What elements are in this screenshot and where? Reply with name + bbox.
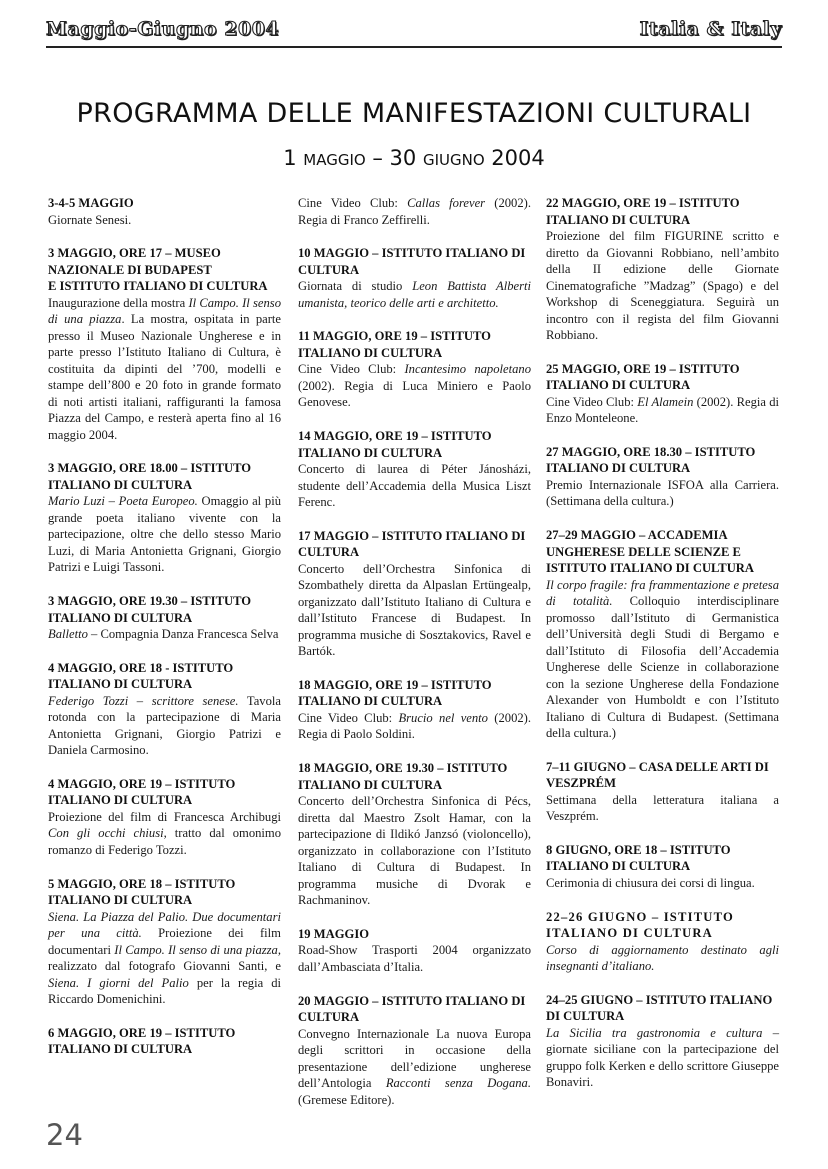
italic-title-text: Balletto: [48, 627, 88, 642]
description-text: Giornate Senesi.: [48, 212, 132, 227]
description-text: Proiezione del film FIGURINE scritto e diretto da Giovanni Robbiano, nell’ambito della II edizione delle Giornate Cinematografiche ”Madzag” (Spago) e del Workshop di Sceneggiatura. Seguirà un incontro con il regista del film Giovanni Robbiano.: [546, 229, 779, 342]
event-heading: 3 MAGGIO, ORE 18.00 – ISTITUTO ITALIANO DI CULTURA: [48, 461, 252, 492]
event-entry: [546, 759, 779, 825]
event-entry: [546, 195, 779, 344]
event-heading: 5 MAGGIO, ORE 18 – ISTITUTO ITALIANO DI CULTURA: [48, 876, 236, 908]
event-heading: 18 MAGGIO, ORE 19.30 – ISTITUTO ITALIANO DI CULTURA: [298, 761, 508, 792]
event-entry: [546, 527, 779, 742]
event-description: [546, 792, 779, 825]
header-issue-date: Maggio-Giugno 2004: [46, 18, 280, 40]
event-description: [298, 561, 531, 660]
event-description: [298, 793, 531, 909]
description-text: Concerto dell’Orchestra Sinfonica di Pécs, diretta dal Maestro Zsolt Hamar, con la partecipazione di Ildikó Janzsó (violoncello), organizzato in collaborazione con l’Istituto Italiano di Cultura di Budapest. In programma musiche di Dvorak e Rachmaninov.: [298, 794, 531, 908]
description-text: . La mostra, ospitata in parte presso il Museo Nazionale Ungherese e in parte presso l’Istituto Italiano di Cultura, è costituita da dipinti del ’700, modelli e stampe dell’800 e 20 foto in grande formato di noti artisti italiani, raffiguranti la famosa Piazza del Campo, e resterà aperta fino al 16 maggio 2004.: [48, 312, 281, 442]
event-entry: [48, 195, 281, 228]
description-text: (Gremese Editore).: [298, 1092, 395, 1107]
event-description: [298, 195, 531, 228]
description-text: Giornata di studio: [298, 279, 413, 294]
description-text: Cine Video Club:: [546, 394, 638, 409]
event-entry: [546, 842, 779, 892]
event-heading: 18 MAGGIO, ORE 19 – ISTITUTO ITALIANO DI CULTURA: [298, 677, 492, 709]
event-entry: [546, 992, 779, 1091]
event-entry: [48, 876, 281, 1008]
event-entry: [48, 776, 281, 859]
page-title: PROGRAMMA DELLE MANIFESTAZIONI CULTURALI: [76, 98, 752, 129]
description-text: per la regia di Riccardo Domenichini.: [48, 975, 282, 1007]
description-text: – giornate siciliane con la partecipazione del gruppo folk Kerken e dello scrittore Giuseppe Bonaviri.: [546, 1025, 779, 1090]
event-description: [298, 1026, 531, 1109]
event-heading: E ISTITUTO ITALIANO DI CULTURA: [48, 279, 268, 294]
event-entry: [48, 460, 281, 576]
event-description: [546, 875, 779, 892]
event-description: [48, 295, 281, 444]
event-heading: 4 MAGGIO, ORE 19 – ISTITUTO ITALIANO DI CULTURA: [48, 776, 236, 808]
italic-title-text: Siena. I giorni del Palio: [48, 975, 189, 990]
event-heading: 7–11 GIUGNO – CASA DELLE ARTI DI VESZPRÉM: [546, 759, 769, 791]
header-magazine-name: Italia & Italy: [639, 18, 782, 40]
event-description: [298, 361, 531, 411]
description-text: Settimana della letteratura italiana a Veszprém.: [546, 792, 779, 824]
event-entry: [48, 593, 281, 643]
description-text: Proiezione del film di Francesca Archibugi: [48, 809, 281, 824]
event-description: [546, 228, 779, 344]
event-heading: 3 MAGGIO, ORE 17 – MUSEO NAZIONALE DI BUDAPEST: [48, 246, 221, 277]
event-description: [298, 461, 531, 511]
description-text: Concerto dell’Orchestra Sinfonica di Szombathely diretta da Alpaslan Ertüngealp, organizzato dall’Istituto Italiano di Cultura e dall’Istituto Francese di Budapest. In programma musiche di Sosztakovics, Ravel e Bartók.: [298, 561, 531, 659]
event-entry: [298, 195, 531, 228]
event-heading: 14 MAGGIO, ORE 19 – ISTITUTO ITALIANO DI CULTURA: [298, 429, 492, 460]
description-text: Concerto di laurea di Péter Jánosházi, studente dell’Accademia della Musica Liszt Ferenc.: [298, 462, 531, 510]
event-description: [298, 278, 531, 311]
description-text: Cine Video Club:: [298, 710, 399, 725]
event-heading: 3 MAGGIO, ORE 19.30 – ISTITUTO ITALIANO DI CULTURA: [48, 594, 252, 625]
italic-title-text: Siena. La Piazza del Palio. Due documentari per una città.: [48, 909, 281, 941]
italic-title-text: Il corpo fragile: fra frammentazione e pretesa di totalità.: [546, 577, 779, 609]
italic-title-text: Mario Luzi – Poeta Europeo.: [48, 494, 198, 509]
event-description: [546, 577, 779, 742]
column-2: [298, 195, 531, 1125]
description-text: Cine Video Club:: [298, 362, 405, 377]
italic-title-text: Federigo Tozzi – scrittore senese.: [48, 693, 239, 708]
description-text: Tavola rotonda con la partecipazione di Maria Antonietta Grignani, Giorgio Patrizi e Daniela Carmosino.: [48, 693, 281, 758]
event-entry: [298, 528, 531, 660]
description-text: (2002). Regia di Enzo Monteleone.: [546, 394, 779, 426]
event-description: [298, 942, 531, 975]
italic-title-text: Incantesimo napoletano: [404, 362, 532, 377]
event-description: [546, 1025, 779, 1091]
event-heading: 19 MAGGIO: [298, 926, 370, 941]
event-entry: [48, 245, 281, 443]
description-text: (2002). Regia di Luca Miniero e Paolo Genovese.: [298, 378, 531, 410]
event-description: [48, 212, 281, 229]
event-heading: 22 MAGGIO, ORE 19 – ISTITUTO ITALIANO DI CULTURA: [546, 196, 740, 227]
description-text: Convegno Internazionale La nuova Europa degli scrittori in occasione della presentazione dell’edizione ungherese dell’Antologia: [298, 1026, 531, 1090]
event-description: [48, 493, 281, 576]
event-heading: 8 GIUGNO, ORE 18 – ISTITUTO ITALIANO DI CULTURA: [546, 842, 731, 874]
event-heading: 10 MAGGIO – ISTITUTO ITALIANO DI CULTURA: [298, 246, 526, 277]
event-description: [48, 809, 281, 859]
event-entry: [546, 361, 779, 427]
italic-title-text: Racconti senza Dogana.: [385, 1076, 531, 1090]
event-entry: [298, 677, 531, 743]
page-subtitle: 1 maggio – 30 giugno 2004: [283, 146, 545, 170]
italic-title-text: Leon Battista Alberti umanista, teorico delle arti e architetto.: [298, 279, 531, 310]
event-heading: 27 MAGGIO, ORE 18.30 – ISTITUTO ITALIANO DI CULTURA: [546, 444, 756, 476]
event-description: [48, 626, 281, 643]
description-text: realizzato dal fotografo Giovanni Santi, e: [48, 959, 281, 974]
event-description: [298, 710, 531, 743]
italic-title-text: El Alamein: [637, 394, 694, 409]
description-text: Omaggio al più grande poeta italiano vivente con la partecipazione, oltre che dello stesso Mario Luzi, di Maria Antonietta Grignani, Giorgio Patrizi e Luigi Tassoni.: [48, 494, 281, 575]
event-entry: [48, 1025, 281, 1058]
event-heading: 3-4-5 MAGGIO: [48, 196, 134, 210]
column-3: [546, 195, 779, 1108]
event-description: [48, 909, 281, 1008]
description-text: – Compagnia Danza Francesca Selva: [87, 627, 279, 642]
italic-title-text: Brucio nel vento: [398, 710, 488, 725]
description-text: (2002). Regia di Paolo Soldini.: [298, 710, 532, 742]
event-entry: [298, 993, 531, 1109]
italic-title-text: Con gli occhi chiusi,: [48, 826, 167, 841]
event-description: [546, 477, 779, 510]
event-entry: [298, 760, 531, 909]
event-entry: [298, 328, 531, 411]
italic-title-text: Il Campo. Il senso di una piazza: [48, 295, 281, 327]
event-heading: 22–26 GIUGNO – ISTITUTO ITALIANO DI CULTURA: [546, 909, 734, 941]
description-text: tratto dal omonimo romanzo di Federigo Tozzi.: [48, 826, 281, 857]
italic-title-text: Corso di aggiornamento destinato agli insegnanti d’italiano.: [546, 942, 779, 974]
event-entry: [298, 428, 531, 511]
event-entry: [298, 245, 531, 311]
event-heading: 11 MAGGIO, ORE 19 – ISTITUTO ITALIANO DI CULTURA: [298, 329, 491, 360]
italic-title-text: Callas forever: [407, 196, 486, 210]
description-text: Proiezione dei film documentari: [48, 926, 281, 957]
event-entry: [546, 909, 779, 975]
description-text: Road-Show Trasporti 2004 organizzato dall’Ambasciata d’Italia.: [298, 943, 531, 974]
description-text: Colloquio interdisciplinare promosso dall’Istituto di Germanistica dell’Università degli Studi di Bergamo e dall’Istituto di Filosofia dell’Accademia Ungherese delle Scienze in collaborazione con la sezione Ungherese della Fondazione Alexander von Humboldt e con l’Istituto Italiano di Cultura di Budapest. (Settimana della cultura.): [546, 594, 779, 741]
event-heading: 20 MAGGIO – ISTITUTO ITALIANO DI CULTURA: [298, 993, 526, 1024]
event-heading: 27–29 MAGGIO – ACCADEMIA UNGHERESE DELLE SCIENZE E ISTITUTO ITALIANO DI CULTURA: [546, 528, 754, 576]
description-text: Premio Internazionale ISFOA alla Carriera. (Settimana della cultura.): [546, 477, 779, 509]
event-heading: 4 MAGGIO, ORE 18 - ISTITUTO ITALIANO DI CULTURA: [48, 660, 234, 692]
page-number: 24: [46, 1118, 83, 1152]
event-description: [546, 942, 779, 975]
event-entry: [298, 926, 531, 976]
column-1: [48, 195, 281, 1075]
event-heading: 24–25 GIUGNO – ISTITUTO ITALIANO DI CULTURA: [546, 992, 773, 1024]
description-text: Cerimonia di chiusura dei corsi di lingua.: [546, 875, 755, 890]
italic-title-text: La Sicilia tra gastronomia e cultura: [546, 1025, 763, 1040]
event-entry: [48, 660, 281, 759]
description-text: Cine Video Club:: [298, 196, 408, 210]
event-description: [48, 693, 281, 759]
event-heading: 6 MAGGIO, ORE 19 – ISTITUTO ITALIANO DI CULTURA: [48, 1025, 236, 1057]
description-text: Inaugurazione della mostra: [48, 295, 189, 310]
event-description: [546, 394, 779, 427]
event-entry: [546, 444, 779, 510]
event-heading: 17 MAGGIO – ISTITUTO ITALIANO DI CULTURA: [298, 528, 526, 560]
italic-title-text: Il Campo. Il senso di una piazza,: [114, 942, 281, 957]
event-heading: 25 MAGGIO, ORE 19 – ISTITUTO ITALIANO DI CULTURA: [546, 361, 740, 393]
description-text: (2002). Regia di Franco Zeffirelli.: [298, 196, 531, 227]
header-rule: [46, 46, 782, 48]
